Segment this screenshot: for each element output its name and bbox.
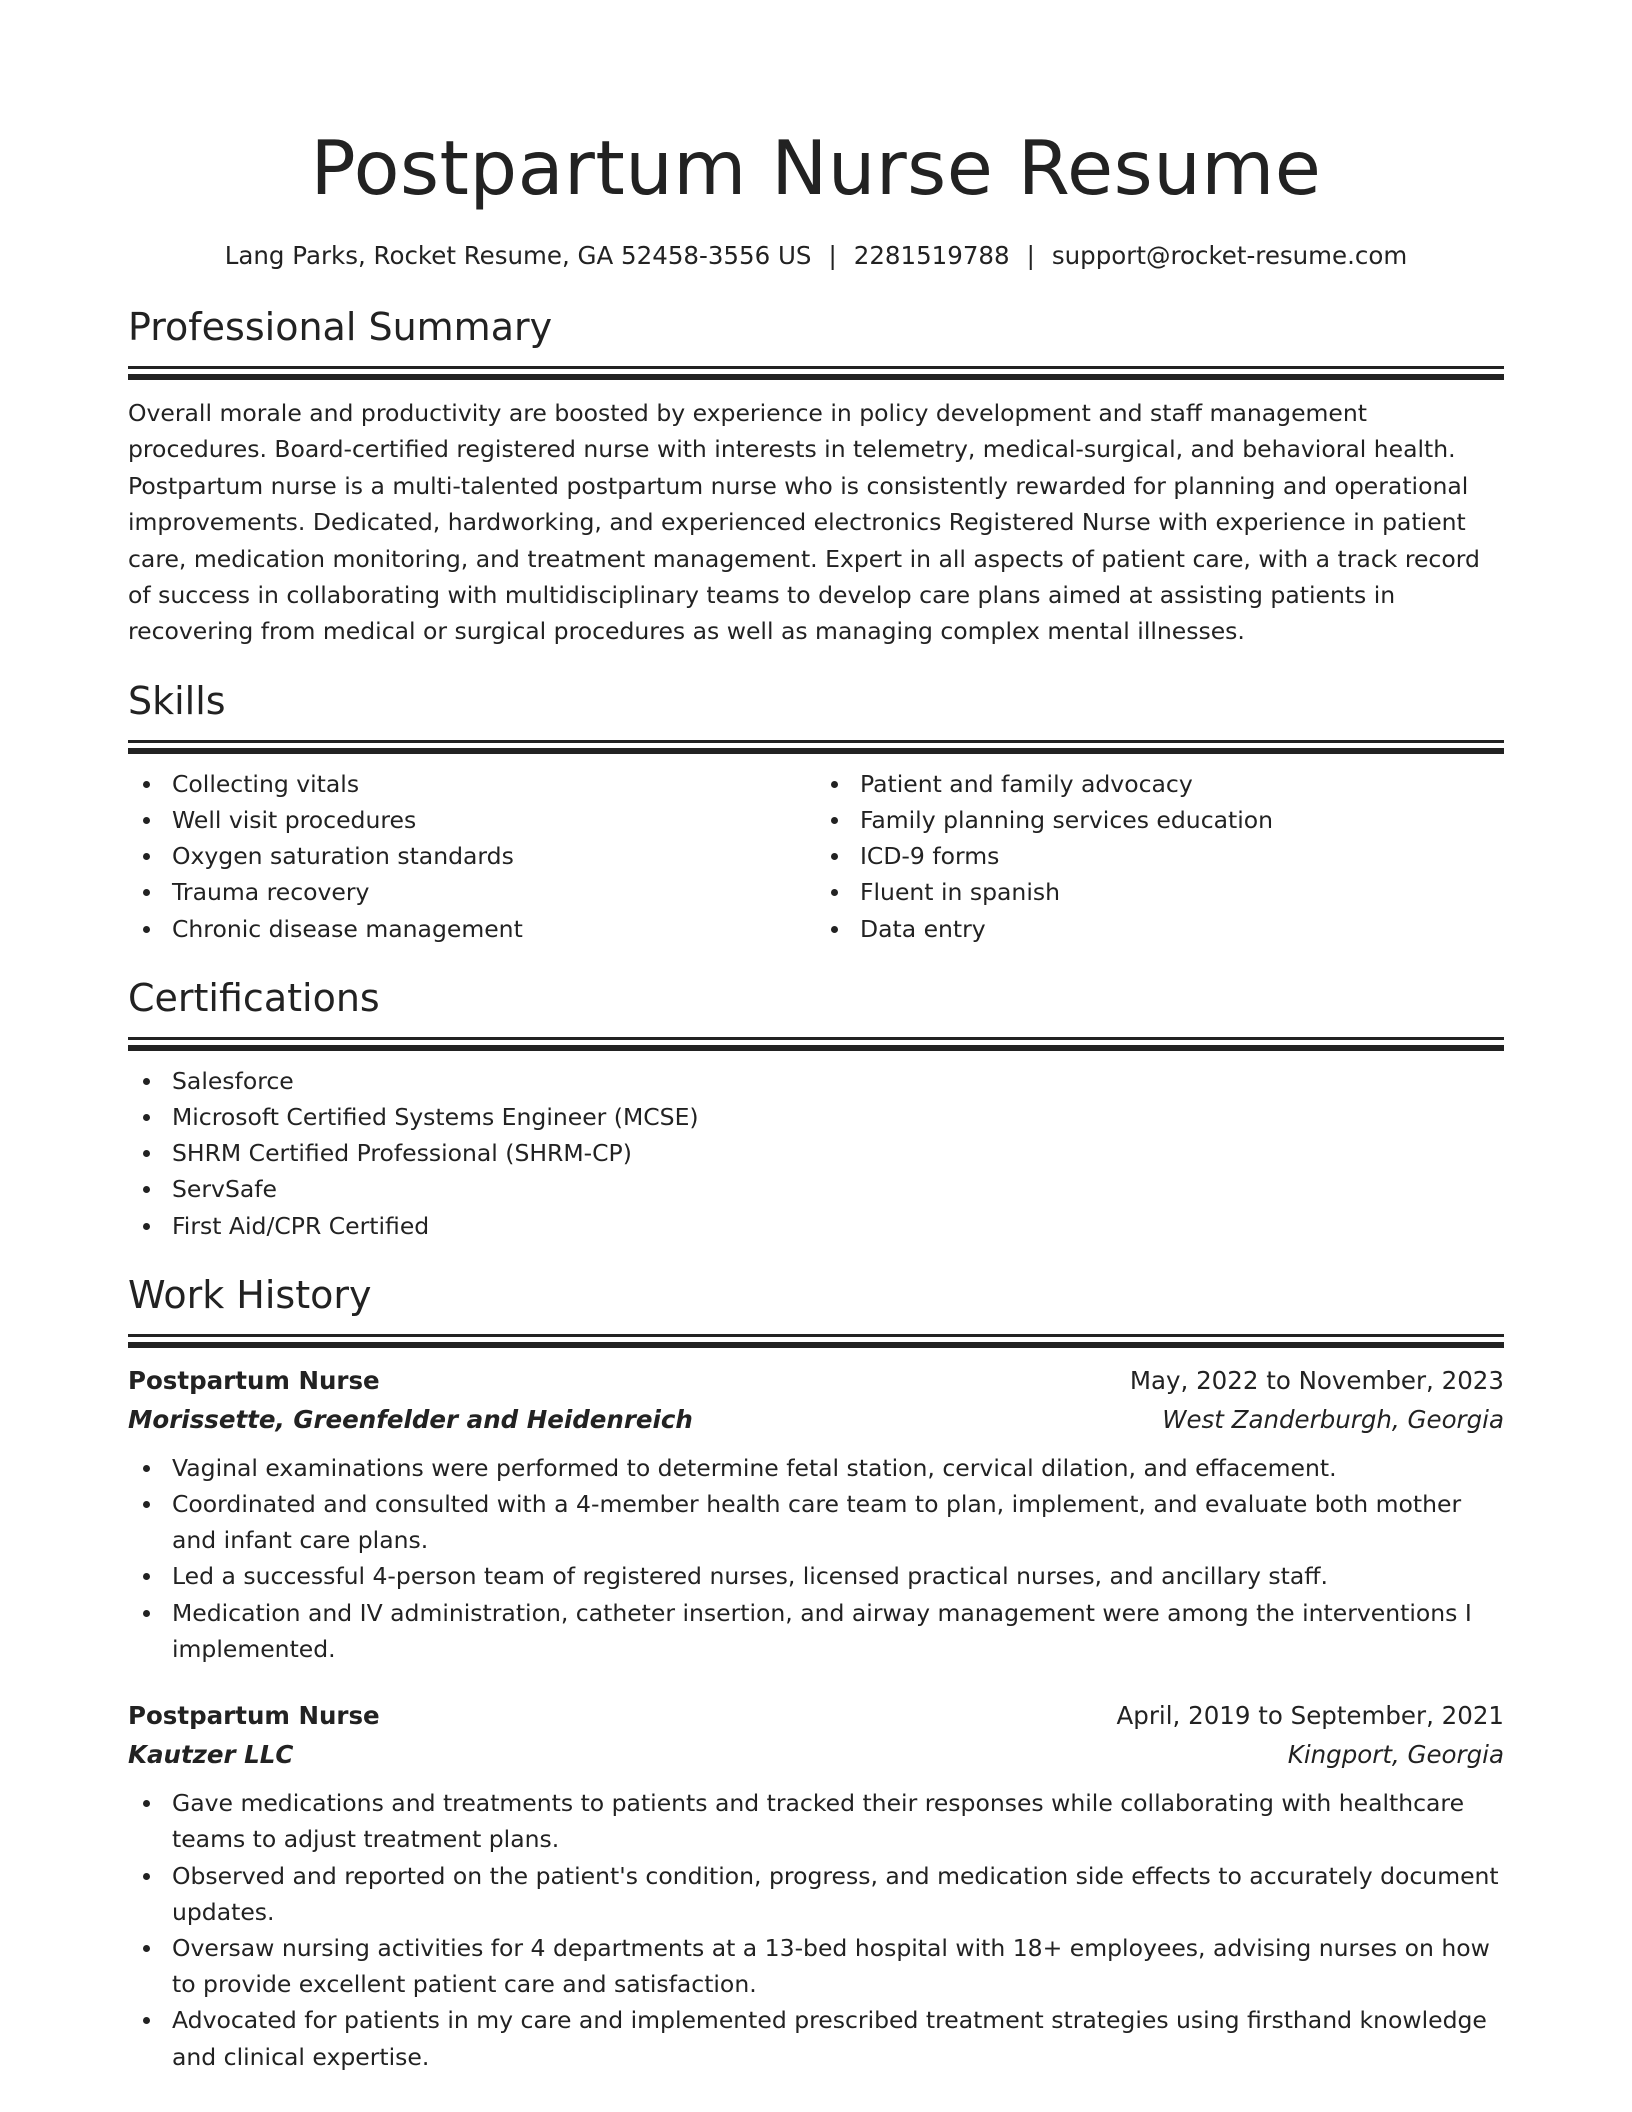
contact-separator: | xyxy=(1026,241,1035,270)
list-item: Observed and reported on the patient's condition, progress, and medication side effects to accurately document updates. xyxy=(128,1858,1504,1930)
list-item: Data entry xyxy=(816,911,1504,947)
list-item: Well visit procedures xyxy=(128,802,816,838)
section-divider xyxy=(128,366,1504,369)
list-item: Coordinated and consulted with a 4-member health care team to plan, implement, and evaluate both mother and infant care plans. xyxy=(128,1486,1504,1558)
list-item: Vaginal examinations were performed to determine fetal station, cervical dilation, and effacement. xyxy=(128,1450,1504,1486)
list-item: ServSafe xyxy=(128,1171,1504,1207)
certifications-section xyxy=(128,973,1504,1244)
list-item: Microsoft Certified Systems Engineer (MCSE) xyxy=(128,1099,1504,1135)
list-item: First Aid/CPR Certified xyxy=(128,1208,1504,1244)
section-divider xyxy=(128,740,1504,743)
skills-columns xyxy=(128,754,1504,947)
skills-section xyxy=(128,676,1504,947)
job-title: Postpartum Nurse xyxy=(128,1365,380,1395)
section-divider xyxy=(128,1334,1504,1337)
job-dates: April, 2019 to September, 2021 xyxy=(1116,1701,1504,1731)
list-item: ICD-9 forms xyxy=(816,838,1504,874)
section-heading: Professional Summary xyxy=(128,305,553,349)
list-item: SHRM Certified Professional (SHRM-CP) xyxy=(128,1135,1504,1171)
list-item: Led a successful 4-person team of registered nurses, licensed practical nurses, and ancillary staff. xyxy=(128,1558,1504,1594)
job-duties-list xyxy=(128,1785,1504,2075)
list-item: Medication and IV administration, catheter insertion, and airway management were among the interventions I implemented. xyxy=(128,1595,1504,1667)
section-divider-thick xyxy=(128,1045,1504,1051)
job-title: Postpartum Nurse xyxy=(128,1701,380,1731)
contact-address: Lang Parks, Rocket Resume, GA 52458-3556 US xyxy=(224,241,812,270)
contact-phone: 2281519788 xyxy=(853,241,1010,270)
job-company: Kautzer LLC xyxy=(128,1740,294,1770)
job-entry xyxy=(128,1362,1504,1667)
section-divider xyxy=(128,1037,1504,1040)
list-item: Trauma recovery xyxy=(128,874,816,910)
job-subheader xyxy=(128,1735,1504,1775)
section-heading: Skills xyxy=(128,678,226,723)
job-location: West Zanderburgh, Georgia xyxy=(1162,1404,1504,1434)
job-header xyxy=(128,1697,1504,1735)
list-item: Chronic disease management xyxy=(128,911,816,947)
list-item: Salesforce xyxy=(128,1063,1504,1099)
job-entry xyxy=(128,1697,1504,2075)
job-subheader xyxy=(128,1400,1504,1440)
section-divider-thick xyxy=(128,1342,1504,1348)
section-divider-thick xyxy=(128,374,1504,380)
job-company: Morissette, Greenfelder and Heidenreich xyxy=(128,1404,693,1434)
contact-line xyxy=(128,240,1504,272)
list-item: Fluent in spanish xyxy=(816,874,1504,910)
work-history-section xyxy=(128,1270,1504,2075)
list-item: Collecting vitals xyxy=(128,766,816,802)
job-header xyxy=(128,1362,1504,1400)
skills-list-left xyxy=(128,766,816,947)
list-item: Oxygen saturation standards xyxy=(128,838,816,874)
contact-email: support@rocket-resume.com xyxy=(1051,241,1408,270)
job-dates: May, 2022 to November, 2023 xyxy=(1129,1365,1504,1395)
skills-list-right xyxy=(816,766,1504,947)
contact-separator: | xyxy=(828,241,837,270)
list-item: Patient and family advocacy xyxy=(816,766,1504,802)
job-location: Kingport, Georgia xyxy=(1287,1740,1504,1770)
list-item: Gave medications and treatments to patients and tracked their responses while collaborating with healthcare teams to adjust treatment plans. xyxy=(128,1785,1504,1857)
section-heading: Certifications xyxy=(128,975,380,1020)
summary-text: Overall morale and productivity are boosted by experience in policy development and staff management procedures. Board-certified registered nurse with interests in telemetry, medical-surgical, and behavioral health. Postpartum nurse is a multi-talented postpartum nurse who is consistently rewarded for planning and operational improvements. Dedicated, hardworking, and experienced electronics Registered Nurse with experience in patient care, medication monitoring, and treatment management. Expert in all aspects of patient care, with a track record of success in collaborating with multidisciplinary teams to develop care plans aimed at assisting patients in recovering from medical or surgical procedures as well as managing complex mental illnesses. xyxy=(128,399,1480,646)
list-item: Family planning services education xyxy=(816,802,1504,838)
section-heading: Work History xyxy=(128,1272,372,1317)
certifications-list xyxy=(128,1063,1504,1244)
summary-section xyxy=(128,302,1504,650)
resume-title: Postpartum Nurse Resume xyxy=(310,124,1322,212)
list-item: Advocated for patients in my care and implemented prescribed treatment strategies using firsthand knowledge and clinical expertise. xyxy=(128,2002,1504,2074)
list-item: Oversaw nursing activities for 4 departments at a 13-bed hospital with 18+ employees, advising nurses on how to provide excellent patient care and satisfaction. xyxy=(128,1930,1504,2002)
job-duties-list xyxy=(128,1450,1504,1667)
